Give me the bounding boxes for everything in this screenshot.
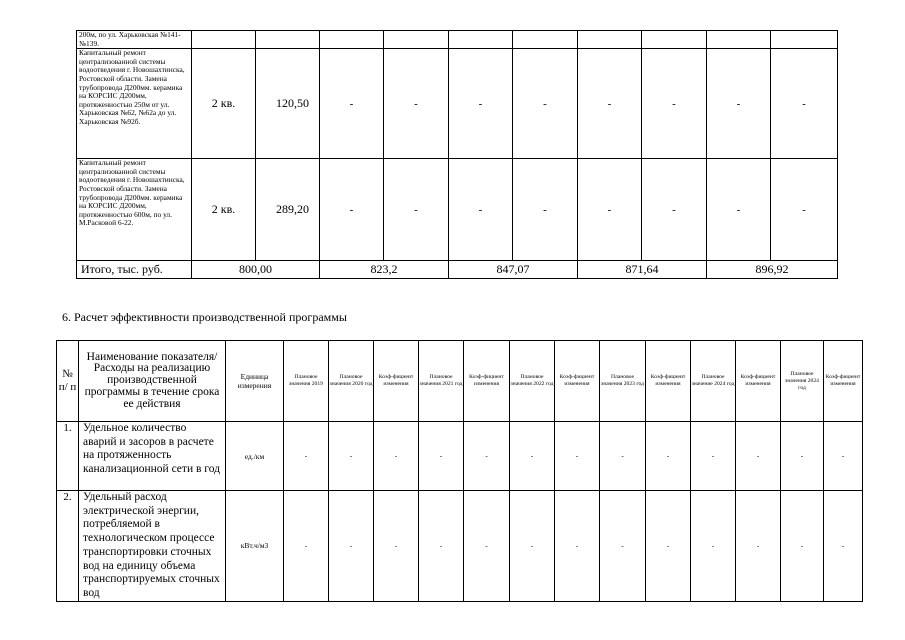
value-cell: -: [419, 491, 464, 602]
value-cell: -: [374, 422, 419, 491]
column-header: Плановое значения 2024 год: [781, 341, 824, 422]
value-cell: -: [510, 422, 555, 491]
column-header: Плановое значения 2020 год: [329, 341, 374, 422]
value-cell: -: [771, 159, 838, 261]
value-cell: -: [736, 422, 781, 491]
total-value: 896,92: [707, 261, 838, 279]
value-cell: -: [513, 49, 578, 159]
value-cell: -: [646, 422, 691, 491]
indicator-name: Удельное количество аварий и засоров в расчете на протяженность канализационной сети в год: [79, 422, 226, 491]
unit-cell: кВт.ч/м3: [226, 491, 284, 602]
total-row: [77, 261, 838, 279]
value-cell: -: [464, 422, 510, 491]
value-cell: -: [513, 159, 578, 261]
name-header: Наименование показателя/Расходы на реализацию производственной программы в течение срока ее действия: [79, 341, 226, 422]
value-cell: -: [374, 491, 419, 602]
table-row: [57, 422, 863, 491]
value-cell: -: [419, 422, 464, 491]
table-row: [57, 491, 863, 602]
column-header: Коэф-фициент изменения: [555, 341, 600, 422]
value-cell: -: [642, 49, 707, 159]
column-header: Плановое значения 2022 год: [510, 341, 555, 422]
value-cell: -: [781, 422, 824, 491]
value-cell: -: [329, 491, 374, 602]
table-row: [77, 159, 838, 261]
cost-table: [76, 30, 838, 279]
value-cell: -: [691, 422, 736, 491]
total-label: Итого, тыс. руб.: [77, 261, 192, 279]
column-header: Плановое значения 2021 год: [419, 341, 464, 422]
value-cell: -: [449, 49, 513, 159]
value-cell: -: [824, 491, 863, 602]
value-cell: -: [578, 159, 642, 261]
value-cell: -: [320, 49, 384, 159]
value-cell: -: [320, 159, 384, 261]
value-cell: -: [449, 159, 513, 261]
value-cell: -: [284, 422, 329, 491]
total-value: 847,07: [449, 261, 578, 279]
value-cell: -: [600, 422, 646, 491]
total-value: 800,00: [192, 261, 320, 279]
value-cell: -: [781, 491, 824, 602]
column-header: Коэф-фициент изменения: [736, 341, 781, 422]
value-cell: -: [707, 159, 771, 261]
unit-cell: ед./км: [226, 422, 284, 491]
row-number: 2.: [57, 491, 79, 602]
column-header: Плановое значение 2024 год: [691, 341, 736, 422]
table-row: [77, 49, 838, 159]
value-cell: -: [771, 49, 838, 159]
number-header: № п/ п: [57, 341, 79, 422]
value-cell: -: [707, 49, 771, 159]
indicator-name: Удельный расход электрической энергии, потребляемой в технологическом процессе транспортировки сточных вод на единицу объема транспортируемых сточных вод: [79, 491, 226, 602]
value-cell: -: [691, 491, 736, 602]
row-number: 1.: [57, 422, 79, 491]
value-cell: -: [642, 159, 707, 261]
value-cell: -: [284, 491, 329, 602]
value-cell: -: [646, 491, 691, 602]
section-title: 6. Расчет эффективности производственной программы: [62, 310, 347, 324]
header-row: [57, 341, 863, 422]
value-cell: -: [600, 491, 646, 602]
column-header: Коэф-фициент изменения: [824, 341, 863, 422]
column-header: Коэф-фициент изменения: [374, 341, 419, 422]
work-description: Капитальный ремонт централизованной системы водоотведения г. Новошахтинска, Ростовской области. Замена трубопровода Д200мм. керамика на КОРСИС Д200мм, протяженностью 600м, по ул. М.Расковой 6-22.: [77, 159, 192, 261]
amount-cell: 289,20: [256, 159, 320, 261]
column-header: Плановое значения 2023 год: [600, 341, 646, 422]
value-cell: -: [329, 422, 374, 491]
quarter-cell: 2 кв.: [192, 49, 256, 159]
work-description: Капитальный ремонт централизованной системы водоотведения г. Новошахтинска, Ростовской области. Замена трубопровода Д200мм. керамика на КОРСИС Д200мм, протяженностью 250м от ул. Харьковская №62, №62а до ул. Харьковская №92б.: [77, 49, 192, 159]
unit-header: Единица измерения: [226, 341, 284, 422]
quarter-cell: 2 кв.: [192, 159, 256, 261]
value-cell: -: [510, 491, 555, 602]
value-cell: -: [555, 422, 600, 491]
column-header: Плановое значения 2019: [284, 341, 329, 422]
value-cell: -: [555, 491, 600, 602]
value-cell: -: [578, 49, 642, 159]
total-value: 823,2: [320, 261, 449, 279]
table-row: [77, 31, 838, 49]
efficiency-table: [56, 340, 863, 602]
work-description: 200м, по ул. Харьковская №141-№139.: [77, 31, 192, 49]
value-cell: -: [464, 491, 510, 602]
value-cell: -: [736, 491, 781, 602]
amount-cell: 120,50: [256, 49, 320, 159]
value-cell: -: [384, 49, 449, 159]
column-header: Коэф-фициент изменения: [646, 341, 691, 422]
value-cell: -: [384, 159, 449, 261]
value-cell: -: [824, 422, 863, 491]
total-value: 871,64: [578, 261, 707, 279]
column-header: Коэф-фициент изменения: [464, 341, 510, 422]
